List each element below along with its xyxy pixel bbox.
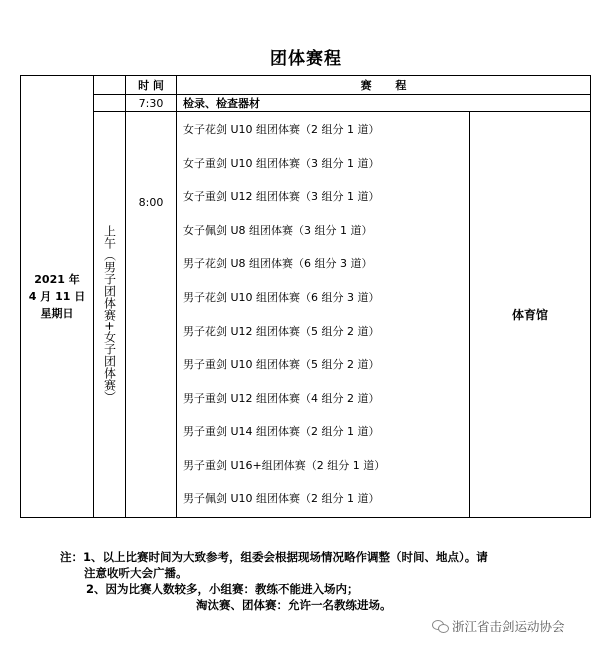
date-weekday: 星期日 xyxy=(40,307,74,320)
list-item: 男子佩剑 U10 组团体赛（2 组分 1 道） xyxy=(183,492,380,506)
header-blank xyxy=(94,76,126,95)
wechat-icon xyxy=(432,618,448,634)
list-item: 男子花剑 U8 组团体赛（6 组分 3 道） xyxy=(183,257,373,271)
list-item: 男子重剑 U14 组团体赛（2 组分 1 道） xyxy=(183,425,380,439)
date-year: 2021 年 xyxy=(34,273,80,286)
list-item: 男子重剑 U10 组团体赛（5 组分 2 道） xyxy=(183,358,380,372)
checkin-blank xyxy=(94,95,126,112)
events-cell xyxy=(177,112,470,518)
page-title: 团体赛程 xyxy=(270,49,342,69)
header-row xyxy=(21,76,591,95)
date-day: 4 月 11 日 xyxy=(28,290,86,303)
note-line-2: 注意收听大会广播。 xyxy=(84,566,188,580)
session-time-cell xyxy=(126,112,177,518)
list-item: 男子重剑 U12 组团体赛（4 组分 2 道） xyxy=(183,391,380,405)
header-schedule: 赛 程 xyxy=(177,76,591,95)
session-row xyxy=(21,112,591,518)
list-item: 男子重剑 U16+组团体赛（2 组分 1 道） xyxy=(183,458,386,472)
list-item: 女子重剑 U12 组团体赛（3 组分 1 道） xyxy=(183,190,380,204)
note-line-4: 淘汰赛、团体赛：允许一名教练进场。 xyxy=(196,598,392,612)
session-time: 8:00 xyxy=(138,196,164,209)
venue-cell: 体育馆 xyxy=(470,112,591,518)
checkin-time: 7:30 xyxy=(126,95,177,112)
list-item: 女子佩剑 U8 组团体赛（3 组分 1 道） xyxy=(183,223,373,237)
session-label: 上午（男子团体赛+女子团体赛） xyxy=(102,225,117,404)
header-time: 时 间 xyxy=(126,76,177,95)
note-line-3: 2、因为比赛人数较多，小组赛：教练不能进入场内； xyxy=(86,582,359,596)
checkin-label: 检录、检查器材 xyxy=(177,95,591,112)
checkin-row xyxy=(21,95,591,112)
list-item: 女子重剑 U10 组团体赛（3 组分 1 道） xyxy=(183,156,380,170)
note-line-1: 注：1、以上比赛时间为大致参考，组委会根据现场情况略作调整（时间、地点）。请 xyxy=(60,550,488,564)
session-cell xyxy=(94,112,126,518)
list-item: 男子花剑 U10 组团体赛（6 组分 3 道） xyxy=(183,290,380,304)
list-item: 男子花剑 U12 组团体赛（5 组分 2 道） xyxy=(183,324,380,338)
list-item: 女子花剑 U10 组团体赛（2 组分 1 道） xyxy=(183,122,380,136)
event-list xyxy=(177,113,469,516)
date-cell xyxy=(21,76,94,518)
watermark-text: 浙江省击剑运动协会 xyxy=(452,619,565,634)
schedule-table xyxy=(20,75,591,518)
notes xyxy=(60,549,570,613)
watermark xyxy=(432,617,565,635)
